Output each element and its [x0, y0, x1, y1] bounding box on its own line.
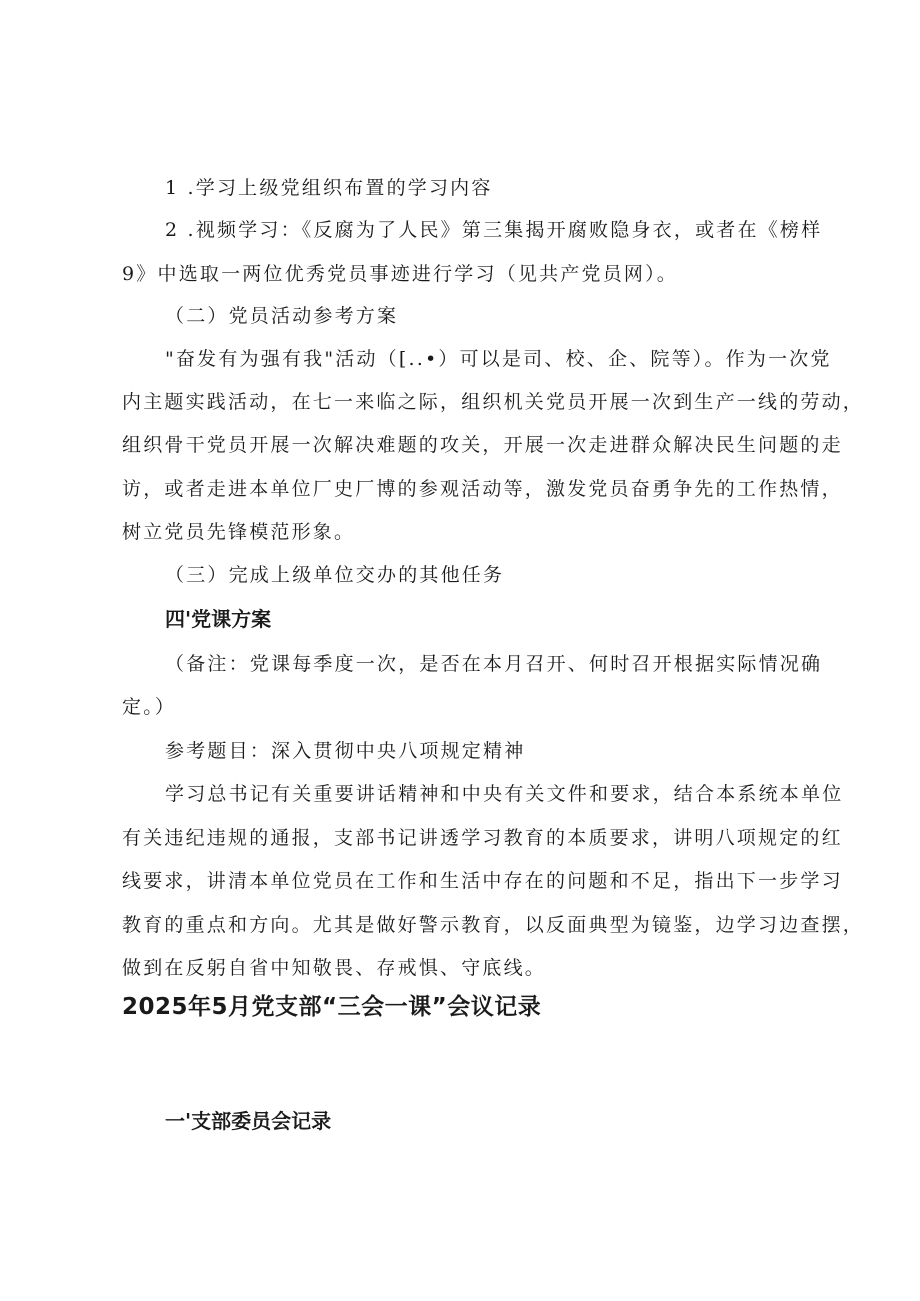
- paragraph-line: 有关违纪违规的通报，支部书记讲透学习教育的本质要求，讲明八项规定的红: [122, 827, 843, 849]
- paragraph-line: 线要求，讲清本单位党员在工作和生活中存在的问题和不足，指出下一步学习: [122, 870, 843, 892]
- reference-topic: 参考题目：深入贯彻中央八项规定精神: [165, 740, 526, 762]
- paragraph-line: 学习总书记有关重要讲话精神和中央有关文件和要求，结合本系统本单位: [165, 783, 844, 805]
- study-item-2-line-1: 2 .视频学习：《反腐为了人民》第三集揭开腐败隐身衣，或者在《榜样: [165, 219, 823, 241]
- paragraph-line: 组织骨干党员开展一次解决难题的攻关，开展一次走进群众解决民生问题的走: [122, 434, 843, 456]
- study-item-2-line-2: 9》中选取一两位优秀党员事迹进行学习（见共产党员网）。: [122, 263, 678, 285]
- paragraph-line: 做到在反躬自省中知敬畏、存戒惧、守底线。: [122, 957, 547, 979]
- section-1-title: 一'支部委员会记录: [165, 1109, 332, 1133]
- paragraph-line: 内主题实践活动，在七一来临之际，组织机关党员开展一次到生产一线的劳动，: [122, 391, 865, 413]
- subsection-2-title: （二）党员活动参考方案: [165, 305, 399, 327]
- subsection-3-title: （三）完成上级单位交办的其他任务: [165, 564, 505, 586]
- section-4-title: 四'党课方案: [165, 607, 272, 631]
- note-line-1: （备注：党课每季度一次，是否在本月召开、何时召开根据实际情况确: [165, 653, 823, 675]
- note-line-2: 定。）: [122, 696, 177, 718]
- paragraph-line: "奋发有为强有我"活动（[..•）可以是司、校、企、院等）。作为一次党: [165, 348, 832, 370]
- paragraph-line: 树立党员先锋模范形象。: [122, 521, 356, 543]
- study-item-1: 1 .学习上级党组织布置的学习内容: [165, 177, 493, 199]
- document-title: 2025年5月党支部“三会一课”会议记录: [122, 994, 542, 1020]
- paragraph-line: 访，或者走进本单位厂史厂博的参观活动等，激发党员奋勇争先的工作热情，: [122, 478, 843, 500]
- paragraph-line: 教育的重点和方向。尤其是做好警示教育，以反面典型为镜鉴，边学习边查摆，: [122, 914, 865, 936]
